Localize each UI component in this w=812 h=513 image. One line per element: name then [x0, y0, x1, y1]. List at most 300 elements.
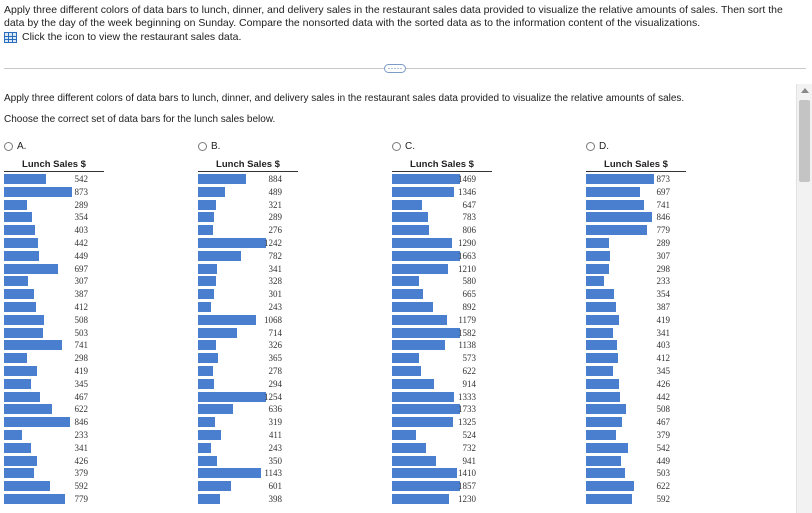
cell-value: 426: [656, 378, 670, 389]
scroll-up-arrow-icon[interactable]: [801, 88, 809, 93]
data-bar: [198, 276, 216, 286]
data-bar: [586, 443, 628, 453]
data-bar: [198, 289, 214, 299]
option-label: B.: [211, 141, 221, 152]
data-bar: [586, 379, 619, 389]
data-bar: [586, 238, 609, 248]
data-bar: [392, 302, 433, 312]
data-bar: [586, 353, 618, 363]
data-bar: [198, 328, 237, 338]
data-bar: [586, 251, 610, 261]
data-bar: [586, 315, 619, 325]
data-bar: [586, 264, 609, 274]
data-bar: [198, 302, 211, 312]
data-bar: [586, 289, 614, 299]
cell-value: 354: [74, 212, 88, 223]
table-row: [198, 455, 298, 468]
data-bar: [392, 187, 454, 197]
cell-value: 1333: [458, 391, 476, 402]
table-row: [586, 339, 686, 352]
table-row: [4, 378, 104, 391]
cell-value: 508: [656, 404, 670, 415]
data-bar: [4, 353, 27, 363]
table-row: [586, 416, 686, 429]
cell-value: 1325: [458, 417, 476, 428]
table-row: [586, 301, 686, 314]
table-row: [4, 301, 104, 314]
data-bar: [586, 392, 620, 402]
cell-value: 233: [656, 276, 670, 287]
data-bar: [4, 276, 28, 286]
cell-value: 503: [74, 327, 88, 338]
table-row: [392, 250, 492, 263]
table-row: [586, 352, 686, 365]
cell-value: 873: [656, 174, 670, 184]
data-bar: [392, 200, 422, 210]
table-row: [4, 467, 104, 480]
table-row: [586, 429, 686, 442]
cell-value: 622: [462, 365, 476, 376]
radio-button-d[interactable]: [586, 142, 595, 151]
cell-value: 319: [268, 417, 282, 428]
cell-value: 779: [656, 225, 670, 236]
data-bar-rows: [4, 173, 104, 506]
table-row: [392, 429, 492, 442]
table-row: [4, 403, 104, 416]
data-bar: [392, 174, 460, 184]
cell-value: 1068: [264, 314, 282, 325]
data-bar: [198, 212, 214, 222]
cell-value: 1733: [458, 404, 476, 415]
data-bar: [198, 392, 266, 402]
table-row: [198, 199, 298, 212]
data-bar: [4, 238, 38, 248]
table-row: [392, 339, 492, 352]
table-row: [392, 378, 492, 391]
cell-value: 580: [462, 276, 476, 287]
radio-button-b[interactable]: [198, 142, 207, 151]
table-title: Lunch Sales $: [22, 159, 86, 170]
cell-value: 341: [74, 442, 88, 453]
option-d-radio-label[interactable]: [586, 140, 686, 153]
option-b-radio-label[interactable]: [198, 140, 298, 153]
table-row: [198, 391, 298, 404]
table-row: [392, 391, 492, 404]
table-row: [4, 493, 104, 506]
cell-value: 442: [656, 391, 670, 402]
data-bar: [586, 404, 626, 414]
cell-value: 419: [74, 365, 88, 376]
option-label: A.: [17, 141, 27, 152]
cell-value: 601: [268, 481, 282, 492]
table-row: [392, 493, 492, 506]
table-row: [586, 211, 686, 224]
cell-value: 1290: [458, 237, 476, 248]
table-header-rule: [586, 171, 686, 172]
cell-value: 806: [462, 225, 476, 236]
table-row: [586, 378, 686, 391]
table-row: [4, 365, 104, 378]
subquestion-text: Apply three different colors of data bars to lunch, dinner, and delivery sales in the restaurant sales data provided to visualize the relative amounts of sales.: [4, 93, 685, 104]
data-bar: [586, 174, 654, 184]
data-bar-rows: [392, 173, 492, 506]
data-bar: [392, 353, 419, 363]
cell-value: 298: [74, 353, 88, 364]
cell-value: 914: [462, 378, 476, 389]
data-bar: [198, 468, 261, 478]
table-row: [4, 186, 104, 199]
table-row: [198, 186, 298, 199]
table-row: [392, 224, 492, 237]
data-bar: [392, 315, 447, 325]
cell-value: 1242: [264, 237, 282, 248]
data-bar: [586, 200, 644, 210]
table-row: [198, 403, 298, 416]
data-bar: [4, 315, 44, 325]
table-row: [198, 224, 298, 237]
cell-value: 354: [656, 289, 670, 300]
data-bar: [198, 264, 217, 274]
cell-value: 298: [656, 263, 670, 274]
data-bar: [4, 430, 22, 440]
data-bar: [4, 225, 35, 235]
table-row: [4, 429, 104, 442]
cell-value: 345: [74, 378, 88, 389]
data-bar: [392, 468, 457, 478]
cell-value: 873: [74, 186, 88, 197]
table-title: Lunch Sales $: [604, 159, 668, 170]
data-bar: [4, 366, 37, 376]
table-row: [198, 173, 298, 186]
table-row: [392, 327, 492, 340]
data-bar: [198, 340, 216, 350]
cell-value: 884: [268, 174, 282, 184]
data-bar: [586, 366, 613, 376]
cell-value: 467: [656, 417, 670, 428]
table-row: [198, 352, 298, 365]
cell-value: 341: [268, 263, 282, 274]
cell-value: 328: [268, 276, 282, 287]
question-text: Apply three different colors of data bars to lunch, dinner, and delivery sales in the restaurant sales data provided to visualize the relative amounts of sales. Then sort the data by the day of the week beginning on Sunday. Compare the nonsorted data with the sorted data as to the information content of the visualizations.: [4, 4, 783, 29]
cell-value: 243: [268, 301, 282, 312]
data-bar: [392, 264, 448, 274]
prompt-text: Choose the correct set of data bars for the lunch sales below.: [4, 114, 276, 125]
cell-value: 307: [656, 250, 670, 261]
table-row: [586, 327, 686, 340]
data-bar: [392, 494, 449, 504]
data-bar: [392, 328, 460, 338]
data-bar: [198, 238, 266, 248]
data-bar-rows: [586, 173, 686, 506]
table-row: [4, 211, 104, 224]
cell-value: 387: [74, 289, 88, 300]
data-bar: [392, 456, 436, 466]
view-data-link-label: Click the icon to view the restaurant sales data.: [22, 31, 242, 43]
table-row: [4, 288, 104, 301]
table-row: [198, 467, 298, 480]
data-bar: [198, 404, 233, 414]
table-row: [4, 224, 104, 237]
table-header-rule: [198, 171, 298, 172]
table-row: [198, 263, 298, 276]
data-bar: [198, 494, 220, 504]
table-row: [4, 455, 104, 468]
cell-value: 1254: [264, 391, 282, 402]
cell-value: 449: [74, 250, 88, 261]
data-bar-rows: [198, 173, 298, 506]
cell-value: 622: [74, 404, 88, 415]
option-c-radio-label[interactable]: [392, 140, 492, 153]
cell-value: 732: [462, 442, 476, 453]
data-bar: [4, 481, 50, 491]
cell-value: 276: [268, 225, 282, 236]
table-row: [586, 455, 686, 468]
cell-value: 301: [268, 289, 282, 300]
cell-value: 636: [268, 404, 282, 415]
table-row: [4, 275, 104, 288]
table-row: [4, 480, 104, 493]
table-row: [586, 263, 686, 276]
option-a-radio-label[interactable]: [4, 140, 104, 153]
data-bar: [198, 430, 221, 440]
table-header-rule: [4, 171, 104, 172]
cell-value: 1346: [458, 186, 476, 197]
table-row: [4, 250, 104, 263]
table-row: [392, 211, 492, 224]
cell-value: 1857: [458, 481, 476, 492]
table-row: [392, 352, 492, 365]
cell-value: 741: [656, 199, 670, 210]
radio-button-c[interactable]: [392, 142, 401, 151]
answer-option-b: [198, 140, 298, 504]
table-row: [586, 250, 686, 263]
table-header-rule: [392, 171, 492, 172]
table-row: [4, 352, 104, 365]
data-bar: [392, 276, 419, 286]
table-row: [198, 211, 298, 224]
data-bar: [4, 264, 58, 274]
table-row: [392, 237, 492, 250]
cell-value: 403: [74, 225, 88, 236]
scrollbar-thumb[interactable]: [799, 100, 810, 182]
cell-value: 403: [656, 340, 670, 351]
table-row: [586, 275, 686, 288]
data-bar: [4, 468, 34, 478]
table-row: [586, 237, 686, 250]
option-label: D.: [599, 141, 609, 152]
data-bar: [586, 212, 652, 222]
table-row: [586, 314, 686, 327]
table-row: [586, 173, 686, 186]
table-row: [392, 442, 492, 455]
table-row: [392, 365, 492, 378]
table-row: [198, 480, 298, 493]
data-bar: [586, 225, 647, 235]
data-bar: [392, 379, 434, 389]
cell-value: 592: [656, 493, 670, 504]
cell-value: 341: [656, 327, 670, 338]
data-bar: [4, 392, 40, 402]
cell-value: 1179: [458, 314, 476, 325]
cell-value: 941: [462, 455, 476, 466]
table-row: [198, 314, 298, 327]
table-row: [586, 467, 686, 480]
data-bar: [4, 328, 43, 338]
cell-value: 467: [74, 391, 88, 402]
cell-value: 449: [656, 455, 670, 466]
cell-value: 524: [462, 429, 476, 440]
data-bar: [586, 340, 617, 350]
data-bar: [392, 430, 416, 440]
table-row: [198, 250, 298, 263]
table-row: [198, 275, 298, 288]
table-row: [4, 391, 104, 404]
data-bar: [4, 379, 31, 389]
cell-value: 442: [74, 237, 88, 248]
data-bar: [586, 481, 634, 491]
data-bar: [586, 302, 616, 312]
data-bar: [198, 187, 225, 197]
cell-value: 665: [462, 289, 476, 300]
cell-value: 243: [268, 442, 282, 453]
table-row: [392, 403, 492, 416]
data-bar: [4, 302, 36, 312]
cell-value: 647: [462, 199, 476, 210]
table-row: [392, 480, 492, 493]
data-bar: [586, 494, 632, 504]
data-bar: [392, 481, 460, 491]
cell-value: 892: [462, 301, 476, 312]
table-row: [392, 314, 492, 327]
cell-value: 573: [462, 353, 476, 364]
cell-value: 782: [268, 250, 282, 261]
table-row: [4, 416, 104, 429]
data-bar: [392, 417, 453, 427]
table-row: [586, 391, 686, 404]
table-row: [392, 199, 492, 212]
table-row: [198, 237, 298, 250]
data-bar: [4, 404, 52, 414]
cell-value: 412: [656, 353, 670, 364]
table-row: [4, 199, 104, 212]
cell-value: 307: [74, 276, 88, 287]
cell-value: 1410: [458, 468, 476, 479]
cell-value: 426: [74, 455, 88, 466]
cell-value: 783: [462, 212, 476, 223]
answer-option-a: [4, 140, 104, 504]
cell-value: 278: [268, 365, 282, 376]
cell-value: 697: [74, 263, 88, 274]
cell-value: 1138: [458, 340, 476, 351]
cell-value: 1143: [264, 468, 282, 479]
table-row: [586, 480, 686, 493]
table-title: Lunch Sales $: [216, 159, 280, 170]
cell-value: 741: [74, 340, 88, 351]
table-row: [586, 199, 686, 212]
data-bar: [198, 456, 217, 466]
table-row: [586, 442, 686, 455]
data-bar: [586, 276, 604, 286]
view-data-link[interactable]: [4, 31, 241, 43]
table-row: [392, 186, 492, 199]
cell-value: 289: [656, 237, 670, 248]
cell-value: 489: [268, 186, 282, 197]
radio-button-a[interactable]: [4, 142, 13, 151]
table-row: [586, 186, 686, 199]
table-row: [586, 288, 686, 301]
data-bar: [198, 353, 218, 363]
data-bar: [198, 251, 241, 261]
table-row: [586, 365, 686, 378]
cell-value: 326: [268, 340, 282, 351]
data-bar: [4, 187, 72, 197]
data-bar: [392, 251, 460, 261]
cell-value: 542: [74, 174, 88, 184]
cell-value: 387: [656, 301, 670, 312]
table-icon[interactable]: [4, 32, 17, 43]
table-row: [392, 301, 492, 314]
data-bar: [198, 481, 231, 491]
answer-option-d: [586, 140, 686, 504]
data-bar: [586, 417, 622, 427]
cell-value: 779: [74, 493, 88, 504]
table-row: [4, 339, 104, 352]
data-bar: [392, 443, 426, 453]
data-bar: [4, 443, 31, 453]
data-bar: [392, 340, 445, 350]
data-bar: [198, 366, 213, 376]
table-row: [586, 224, 686, 237]
table-row: [392, 416, 492, 429]
cell-value: 503: [656, 468, 670, 479]
cell-value: 1663: [458, 250, 476, 261]
table-row: [392, 288, 492, 301]
table-row: [198, 429, 298, 442]
table-row: [392, 263, 492, 276]
cell-value: 697: [656, 186, 670, 197]
data-bar: [392, 404, 460, 414]
data-bar: [4, 289, 34, 299]
table-row: [392, 467, 492, 480]
data-bar: [198, 225, 213, 235]
cell-value: 714: [268, 327, 282, 338]
more-button[interactable]: ·····: [384, 64, 406, 73]
data-bar: [586, 430, 616, 440]
cell-value: 592: [74, 481, 88, 492]
cell-value: 1582: [458, 327, 476, 338]
cell-value: 233: [74, 429, 88, 440]
data-bar: [4, 251, 39, 261]
cell-value: 411: [268, 429, 282, 440]
data-bar: [198, 379, 214, 389]
data-bar: [198, 417, 215, 427]
data-bar: [4, 212, 32, 222]
table-title: Lunch Sales $: [410, 159, 474, 170]
cell-value: 398: [268, 493, 282, 504]
table-row: [4, 173, 104, 186]
data-bar: [586, 456, 621, 466]
table-row: [586, 403, 686, 416]
data-bar: [392, 392, 454, 402]
data-bar: [586, 328, 613, 338]
cell-value: 622: [656, 481, 670, 492]
cell-value: 846: [656, 212, 670, 223]
cell-value: 350: [268, 455, 282, 466]
table-row: [392, 275, 492, 288]
data-bar: [4, 417, 70, 427]
data-bar: [198, 174, 246, 184]
cell-value: 321: [268, 199, 282, 210]
